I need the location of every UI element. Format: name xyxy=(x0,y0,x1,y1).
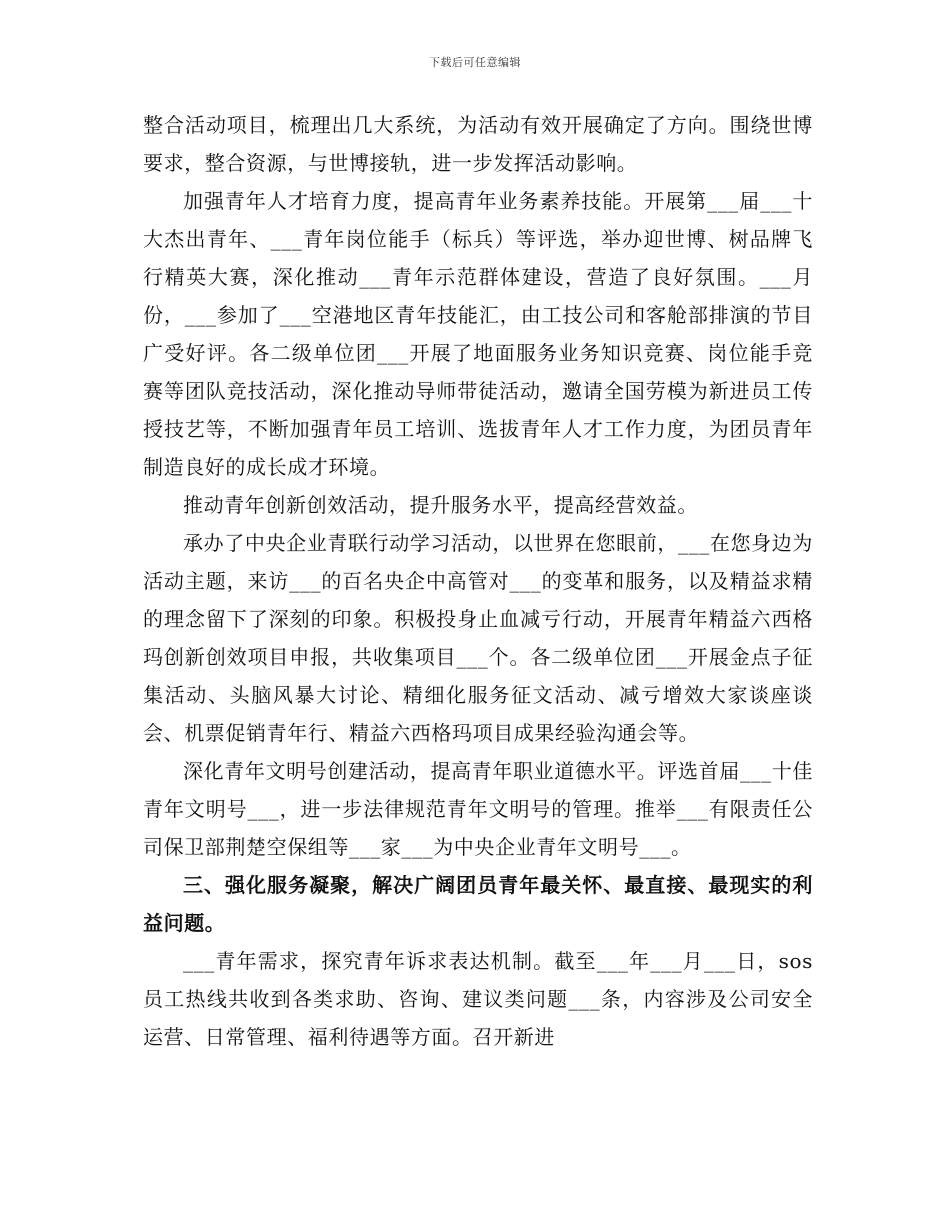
paragraph-2: 加强青年人才培育力度，提高青年业务素养技能。开展第___届___十大杰出青年、___青年岗位能手（标兵）等评选，举办迎世博、树品牌飞行精英大赛，深化推动___青年示范群体建设，营造了良好氛围。___月份，___参加了___空港地区青年技能汇，由工技公司和客舱部排演的节目广受好评。各二级单位团___开展了地面服务业务知识竞赛、岗位能手竞赛等团队竞技活动，深化推动导师带徒活动，邀请全国劳模为新进员工传授技艺等，不断加强青年员工培训、选拔青年人才工作力度，为团员青年制造良好的成长成才环境。 xyxy=(143,189,813,479)
paragraph-5: 深化青年文明号创建活动，提高青年职业道德水平。评选首届___十佳青年文明号___，进一步法律规范青年文明号的管理。推举___有限责任公司保卫部荆楚空保组等___家___为中央企业青年文明号___。 xyxy=(143,759,813,859)
paragraph-3: 推动青年创新创效活动，提升服务水平，提高经营效益。 xyxy=(183,493,698,517)
header-note: 下载后可任意编辑 xyxy=(429,56,521,69)
section-heading: 三、强化服务凝聚，解决广阔团员青年最关怀、最直接、最现实的利益问题。 xyxy=(143,873,813,935)
paragraph-7: ___青年需求，探究青年诉求表达机制。截至___年___月___日，sos员工热线共收到各类求助、咨询、建议类问题___条，内容涉及公司安全运营、日常管理、福利待遇等方面。召开新进 xyxy=(143,949,813,1049)
paragraph-1: 整合活动项目，梳理出几大系统，为活动有效开展确定了方向。围绕世博要求，整合资源，与世博接轨，进一步发挥活动影响。 xyxy=(143,113,813,175)
paragraph-4: 承办了中央企业青联行动学习活动，以世界在您眼前，___在您身边为活动主题，来访___的百名央企中高管对___的变革和服务，以及精益求精的理念留下了深刻的印象。积极投身止血减亏行动，开展青年精益六西格玛创新创效项目申报，共收集项目___个。各二级单位团___开展金点子征集活动、头脑风暴大讨论、精细化服务征文活动、减亏增效大家谈座谈会、机票促销青年行、精益六西格玛项目成果经验沟通会等。 xyxy=(143,531,813,745)
document-body xyxy=(143,106,813,1056)
